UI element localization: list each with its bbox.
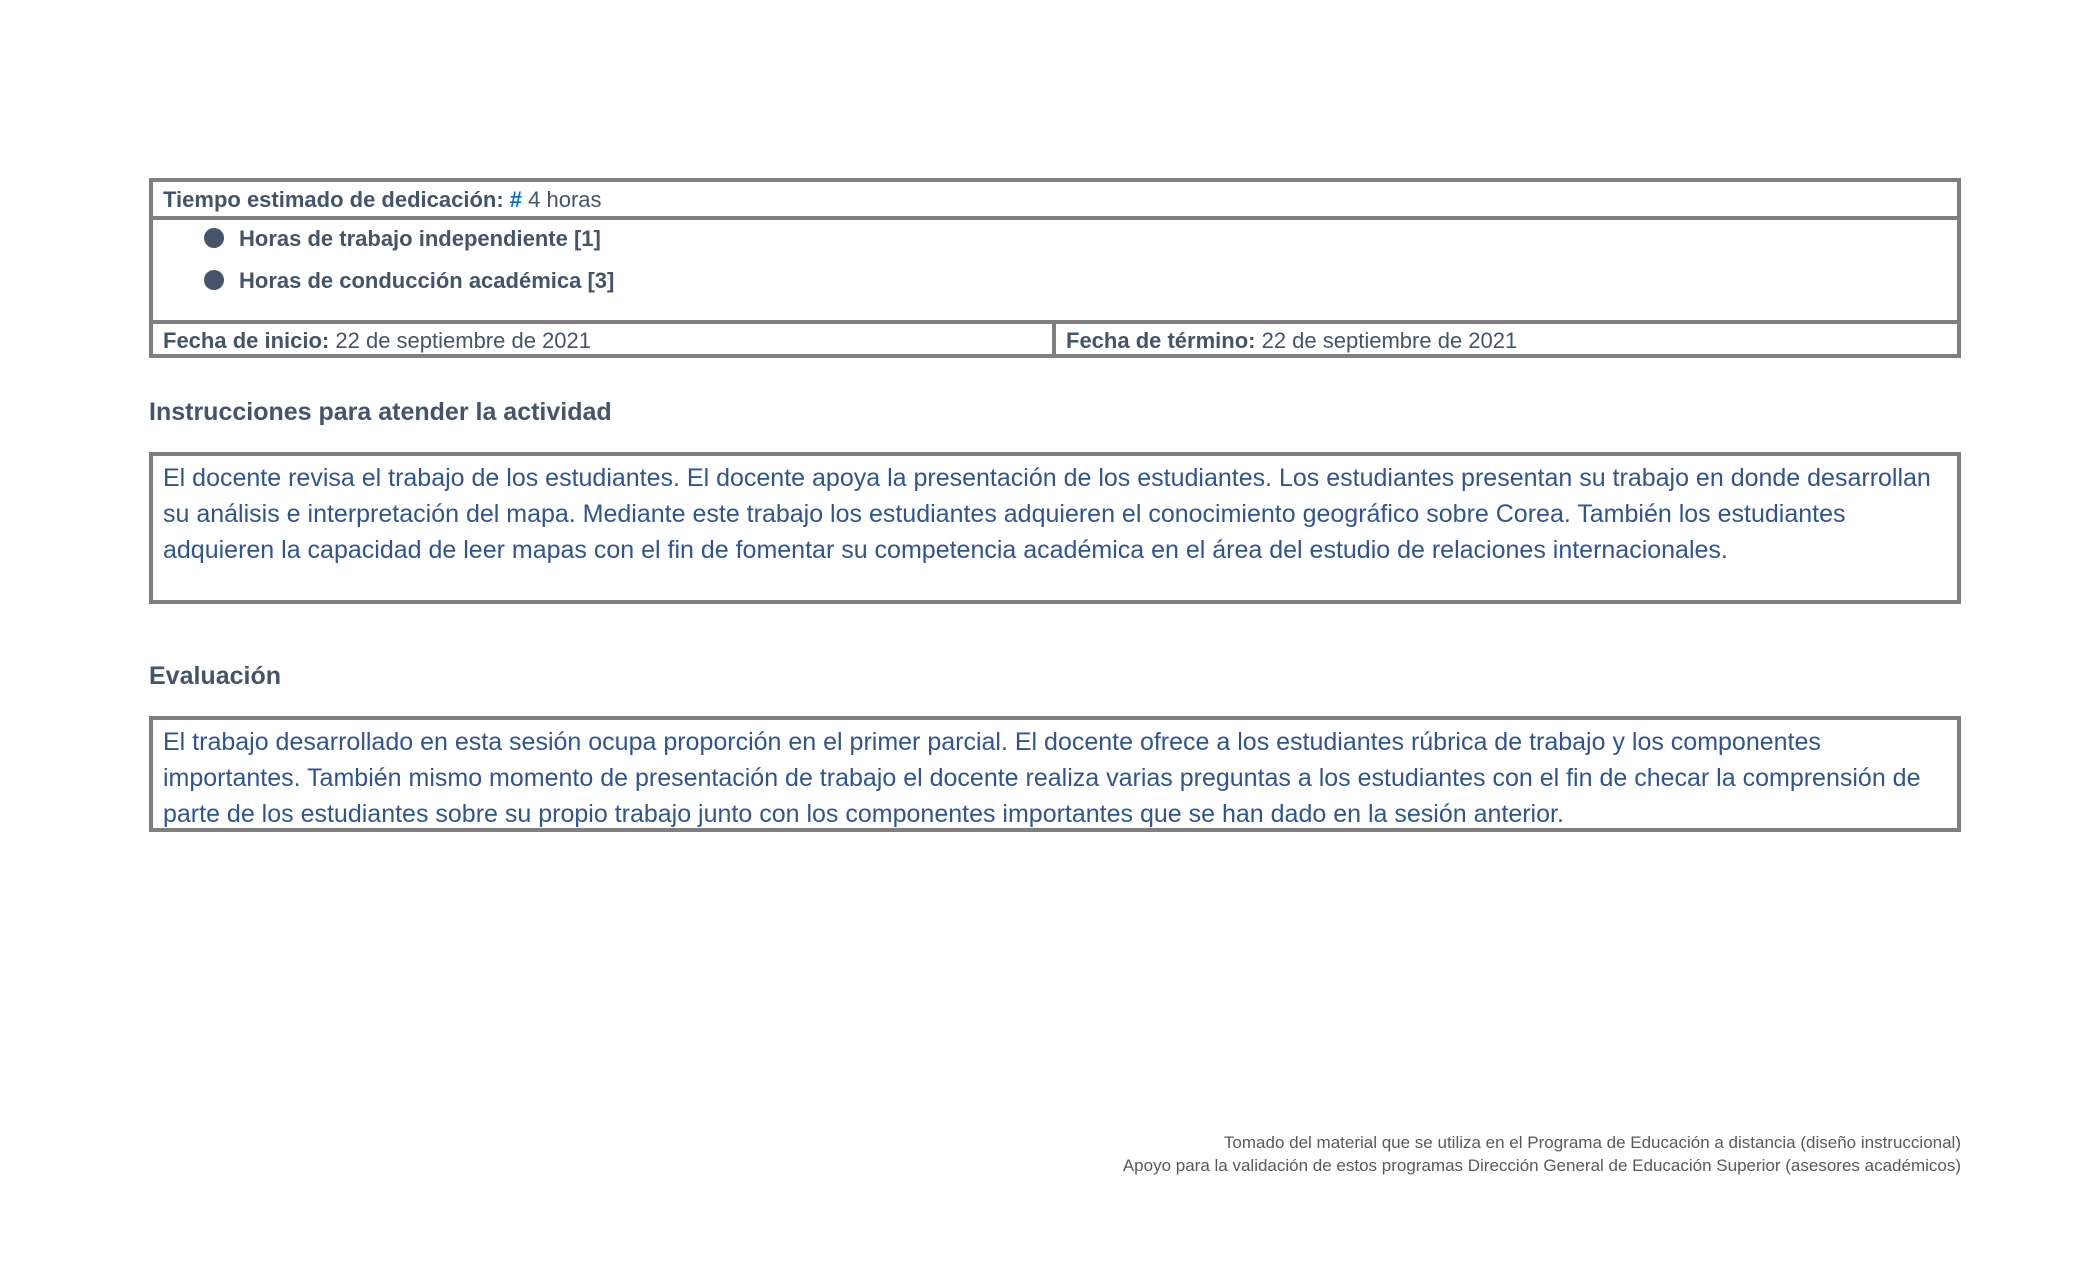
start-date-value: 22 de septiembre de 2021 <box>329 328 592 353</box>
bullet-icon <box>204 228 224 248</box>
hours-item-label: Horas de trabajo independiente [1] <box>239 226 601 251</box>
hours-item-academic <box>204 266 614 296</box>
end-date-cell <box>1056 324 1957 358</box>
instructions-title: Instrucciones para atender la actividad <box>149 398 612 426</box>
hours-row <box>153 220 1957 324</box>
start-date-cell <box>153 324 1056 358</box>
bullet-icon <box>204 270 224 290</box>
time-hash: # <box>509 187 523 212</box>
time-row <box>153 182 1957 220</box>
footer-line-2: Apoyo para la validación de estos programas Dirección General de Educación Superior (asesores académicos) <box>1122 1156 1961 1175</box>
hours-item-independent <box>204 224 601 254</box>
dates-row <box>153 324 1957 358</box>
footer-line-1: Tomado del material que se utiliza en el Programa de Educación a distancia (diseño instruccional) <box>1223 1133 1961 1152</box>
hours-item-label: Horas de conducción académica [3] <box>239 268 615 293</box>
time-label: Tiempo estimado de dedicación: <box>163 187 504 212</box>
time-value: 4 horas <box>522 187 602 212</box>
instructions-text: El docente revisa el trabajo de los estudiantes. El docente apoya la presentación de los estudiantes. Los estudiantes presentan su trabajo en donde desarrollan su análisis e interpretación del mapa. Mediante este trabajo los estudiantes adquieren el conocimiento geográfico sobre Corea. También los estudiantes adquieren la capacidad de leer mapas con el fin de fomentar su competencia académica en el área del estudio de relaciones internacionales. <box>149 452 1961 604</box>
start-date-label: Fecha de inicio: <box>163 328 330 353</box>
time-table <box>149 178 1961 358</box>
end-date-label: Fecha de término: <box>1066 328 1256 353</box>
evaluation-text: El trabajo desarrollado en esta sesión ocupa proporción en el primer parcial. El docente ofrece a los estudiantes rúbrica de trabajo y los componentes importantes. También mismo momento de presentación de trabajo el docente realiza varias preguntas a los estudiantes con el fin de checar la comprensión de parte de los estudiantes sobre su propio trabajo junto con los componentes importantes que se han dado en la sesión anterior. <box>149 716 1961 832</box>
evaluation-title: Evaluación <box>149 662 281 690</box>
end-date-value: 22 de septiembre de 2021 <box>1255 328 1518 353</box>
